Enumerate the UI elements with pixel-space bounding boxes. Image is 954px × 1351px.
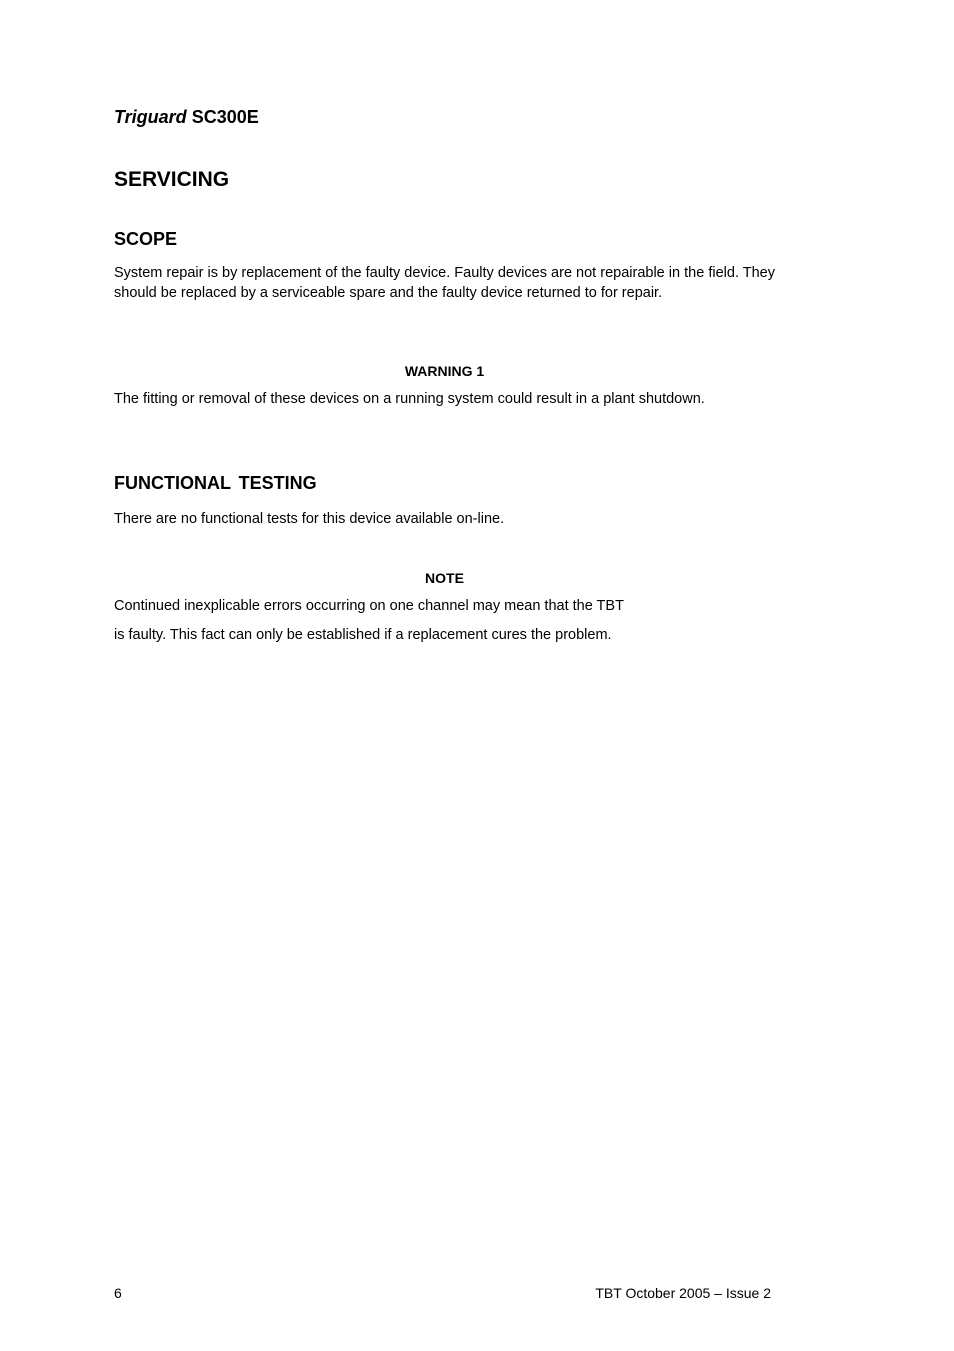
note-text-line-1: Continued inexplicable errors occurring on one channel may mean that the TBT — [114, 598, 624, 614]
document-title — [114, 106, 259, 128]
product-brand: Triguard — [114, 107, 187, 127]
page-number: 6 — [114, 1285, 122, 1301]
note-heading: NOTE — [425, 570, 464, 586]
note-text-line-2: is faulty. This fact can only be established if a replacement cures the problem. — [114, 627, 612, 643]
functional-testing-text: There are no functional tests for this device available on-line. — [114, 511, 505, 527]
product-model: SC300E — [186, 107, 259, 127]
warning-text: The fitting or removal of these devices on a running system could result in a plant shutdown. — [114, 391, 705, 407]
scope-heading: SCOPE — [114, 229, 178, 249]
functional-testing-heading: FUNCTIONAL TESTING — [114, 473, 317, 493]
section-title: SERVICING — [114, 168, 230, 191]
warning-heading: WARNING 1 — [404, 363, 485, 379]
footer-issue-info: TBT October 2005 – Issue 2 — [595, 1285, 771, 1301]
scope-paragraph: System repair is by replacement of the faulty device. Faulty devices are not repairable in the field. They should be replaced by a serviceable spare and the faulty device returned to for repair. — [114, 265, 775, 301]
